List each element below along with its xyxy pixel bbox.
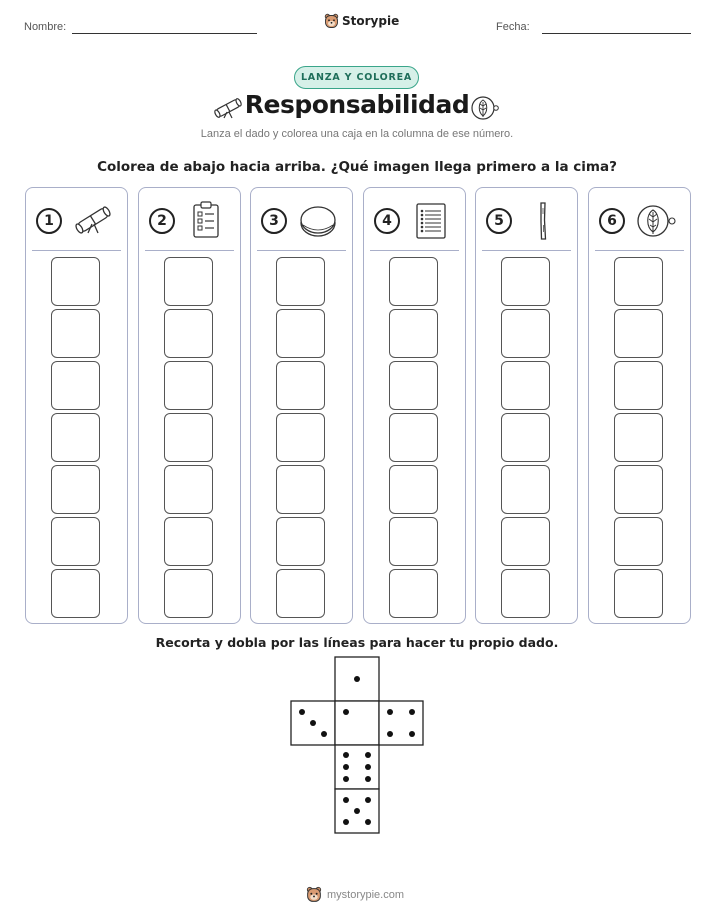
- color-box[interactable]: [164, 257, 213, 306]
- color-box[interactable]: [389, 569, 438, 618]
- color-box[interactable]: [164, 517, 213, 566]
- color-box[interactable]: [164, 361, 213, 410]
- color-box[interactable]: [276, 361, 325, 410]
- coloring-instruction: Colorea de abajo hacia arriba. ¿Qué imagen llega primero a la cima?: [97, 159, 617, 175]
- column-5: [475, 187, 578, 624]
- color-box[interactable]: [276, 309, 325, 358]
- date-field-line[interactable]: [542, 33, 691, 34]
- color-box[interactable]: [164, 569, 213, 618]
- color-box[interactable]: [276, 257, 325, 306]
- leaf-badge-icon: [635, 200, 677, 242]
- name-field-line[interactable]: [72, 33, 257, 34]
- subtitle: Lanza el dado y colorea una caja en la columna de ese número.: [200, 128, 514, 140]
- column-number: 1: [36, 208, 62, 234]
- brand-name: Storypie: [342, 14, 400, 28]
- color-box[interactable]: [614, 309, 663, 358]
- color-box[interactable]: [389, 465, 438, 514]
- stick-icon: [522, 200, 564, 242]
- checklist-clipboard-icon: [185, 200, 227, 242]
- color-box[interactable]: [501, 569, 550, 618]
- color-box[interactable]: [501, 413, 550, 462]
- column-4: [363, 187, 466, 624]
- color-box[interactable]: [501, 309, 550, 358]
- page-title: Responsabilidad: [244, 90, 470, 119]
- color-box[interactable]: [389, 309, 438, 358]
- color-box[interactable]: [501, 257, 550, 306]
- column-divider: [145, 250, 234, 251]
- color-box[interactable]: [389, 413, 438, 462]
- column-3: [250, 187, 353, 624]
- name-label: Nombre:: [24, 21, 67, 33]
- color-box[interactable]: [164, 413, 213, 462]
- list-notepad-icon: [410, 200, 452, 242]
- color-box[interactable]: [51, 361, 100, 410]
- die-instruction: Recorta y dobla por las líneas para hacer tu propio dado.: [155, 635, 559, 650]
- color-box[interactable]: [614, 465, 663, 514]
- column-2: [138, 187, 241, 624]
- column-divider: [370, 250, 459, 251]
- color-box[interactable]: [501, 361, 550, 410]
- column-6: [588, 187, 691, 624]
- column-number: 2: [149, 208, 175, 234]
- color-box[interactable]: [51, 309, 100, 358]
- column-divider: [32, 250, 121, 251]
- color-box[interactable]: [614, 517, 663, 566]
- color-box[interactable]: [389, 517, 438, 566]
- color-box[interactable]: [164, 309, 213, 358]
- date-label: Fecha:: [496, 21, 530, 33]
- column-number: 3: [261, 208, 287, 234]
- color-box[interactable]: [614, 257, 663, 306]
- color-box[interactable]: [51, 257, 100, 306]
- color-box[interactable]: [501, 465, 550, 514]
- color-box[interactable]: [276, 465, 325, 514]
- column-number: 6: [599, 208, 625, 234]
- die-net: [290, 656, 425, 836]
- color-box[interactable]: [276, 413, 325, 462]
- color-box[interactable]: [164, 465, 213, 514]
- color-box[interactable]: [51, 465, 100, 514]
- color-box[interactable]: [51, 517, 100, 566]
- activity-badge: LANZA Y COLOREA: [294, 66, 419, 89]
- color-box[interactable]: [276, 569, 325, 618]
- leaf-badge-icon: [470, 94, 500, 122]
- column-number: 4: [374, 208, 400, 234]
- column-divider: [595, 250, 684, 251]
- color-box[interactable]: [276, 517, 325, 566]
- bear-mascot-icon: [306, 886, 322, 903]
- column-1: [25, 187, 128, 624]
- column-number: 5: [486, 208, 512, 234]
- column-divider: [257, 250, 346, 251]
- color-box[interactable]: [389, 257, 438, 306]
- color-box[interactable]: [501, 517, 550, 566]
- color-box[interactable]: [51, 413, 100, 462]
- die-face-4: [379, 701, 423, 745]
- color-box[interactable]: [614, 361, 663, 410]
- storypie-logo: [324, 13, 399, 29]
- column-divider: [482, 250, 571, 251]
- color-box[interactable]: [389, 361, 438, 410]
- die-face-1b: [335, 701, 379, 745]
- footer: [306, 886, 404, 903]
- color-box[interactable]: [614, 413, 663, 462]
- die-face-6: [335, 745, 379, 789]
- footer-url[interactable]: mystorypie.com: [327, 888, 405, 901]
- diploma-scroll-icon: [72, 200, 114, 242]
- bear-mascot-icon: [324, 13, 339, 29]
- coin-icon: [297, 200, 339, 242]
- color-box[interactable]: [51, 569, 100, 618]
- color-box[interactable]: [614, 569, 663, 618]
